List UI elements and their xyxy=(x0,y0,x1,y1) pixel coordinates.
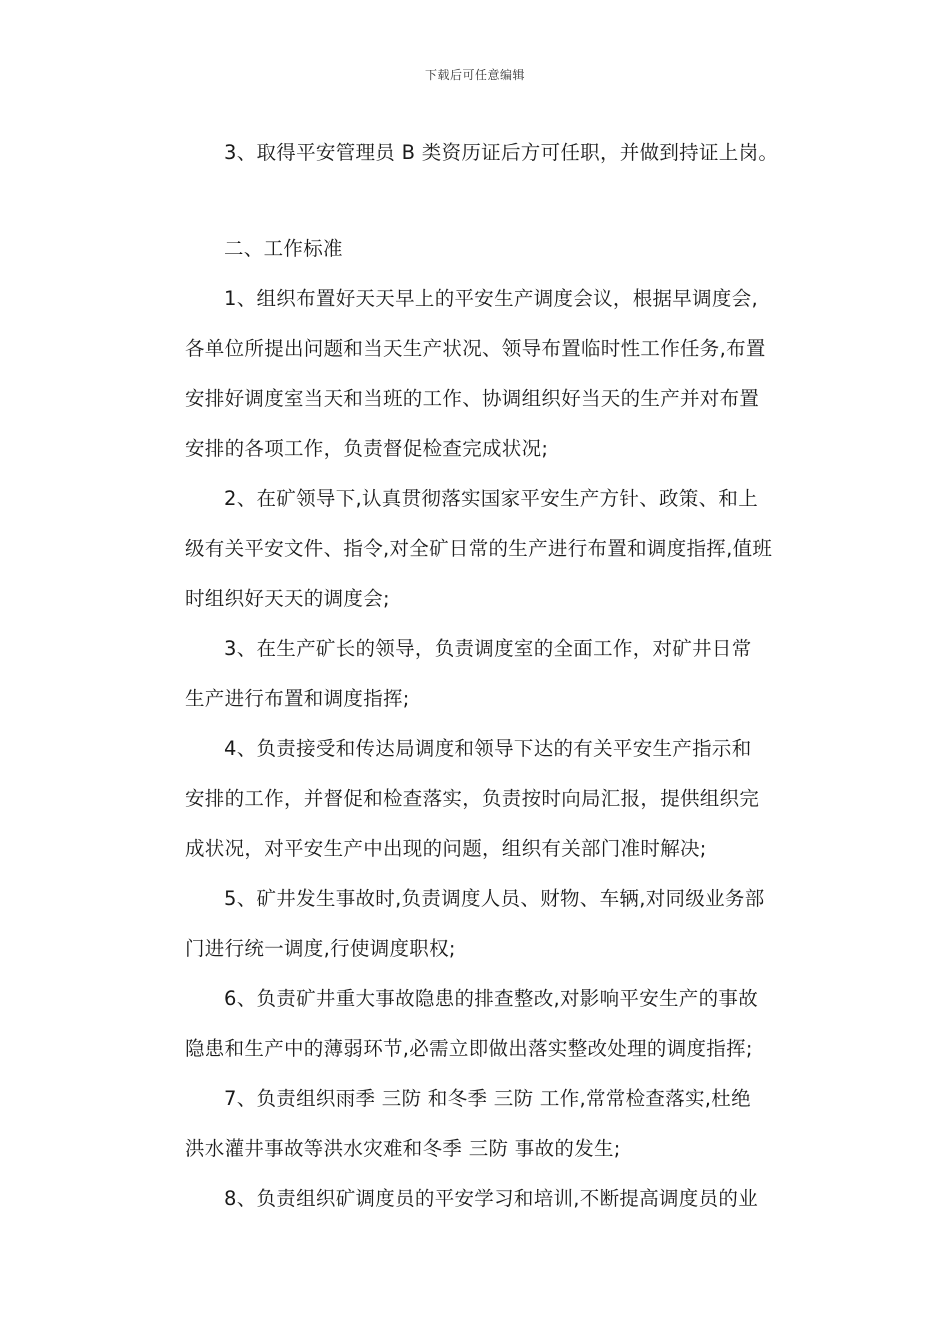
paragraph-item-8 xyxy=(146,1174,810,1224)
text-line: 6、负责矿井重大事故隐患的排查整改,对影响平安生产的事故 xyxy=(224,987,759,1010)
text-line: 各单位所提出问题和当天生产状况、领导布置临时性工作任务,布置 xyxy=(185,337,766,360)
text-line: 洪水灌井事故等洪水灾难和冬季 三防 事故的发生; xyxy=(185,1137,621,1160)
text-line: 3、取得平安管理员 B 类资历证后方可任职，并做到持证上岗。 xyxy=(224,141,779,164)
text-line: 二、工作标准 xyxy=(224,237,343,260)
text-line: 3、在生产矿长的领导，负责调度室的全面工作，对矿井日常 xyxy=(224,637,752,660)
text-line: 2、在矿领导下,认真贯彻落实国家平安生产方针、政策、和上 xyxy=(224,487,759,510)
text-line: 隐患和生产中的薄弱环节,必需立即做出落实整改处理的调度指挥; xyxy=(185,1037,753,1060)
paragraph-gap xyxy=(146,178,810,224)
paragraph-item-1 xyxy=(146,274,810,474)
text-line: 5、矿井发生事故时,负责调度人员、财物、车辆,对同级业务部 xyxy=(224,887,765,910)
paragraph-item-7 xyxy=(146,1074,810,1174)
document-body xyxy=(146,128,810,1224)
text-line: 1、组织布置好天天早上的平安生产调度会议，根据早调度会, xyxy=(224,287,759,310)
paragraph-item-5 xyxy=(146,874,810,974)
text-line: 成状况，对平安生产中出现的问题，组织有关部门准时解决; xyxy=(185,837,707,860)
text-line: 8、负责组织矿调度员的平安学习和培训,不断提高调度员的业 xyxy=(224,1187,759,1210)
text-line: 安排好调度室当天和当班的工作、协调组织好当天的生产并对布置 xyxy=(185,387,760,410)
text-line: 门进行统一调度,行使调度职权; xyxy=(185,937,456,960)
paragraph-item-2 xyxy=(146,474,810,624)
text-line: 生产进行布置和调度指挥; xyxy=(185,687,410,710)
text-line: 4、负责接受和传达局调度和领导下达的有关平安生产指示和 xyxy=(224,737,752,760)
text-line: 时组织好天天的调度会; xyxy=(185,587,390,610)
section-heading-work-standards xyxy=(146,224,810,274)
paragraph-item-6 xyxy=(146,974,810,1074)
text-line: 安排的各项工作，负责督促检查完成状况; xyxy=(185,437,549,460)
paragraph-item-4 xyxy=(146,724,810,874)
text-line: 7、负责组织雨季 三防 和冬季 三防 工作,常常检查落实,杜绝 xyxy=(224,1087,751,1110)
text-line: 级有关平安文件、指令,对全矿日常的生产进行布置和调度指挥,值班 xyxy=(185,537,773,560)
text-line: 安排的工作，并督促和检查落实，负责按时向局汇报，提供组织完 xyxy=(185,787,760,810)
paragraph-qualification xyxy=(146,128,810,178)
page-header: 下载后可任意编辑 xyxy=(424,68,525,82)
paragraph-item-3 xyxy=(146,624,810,724)
